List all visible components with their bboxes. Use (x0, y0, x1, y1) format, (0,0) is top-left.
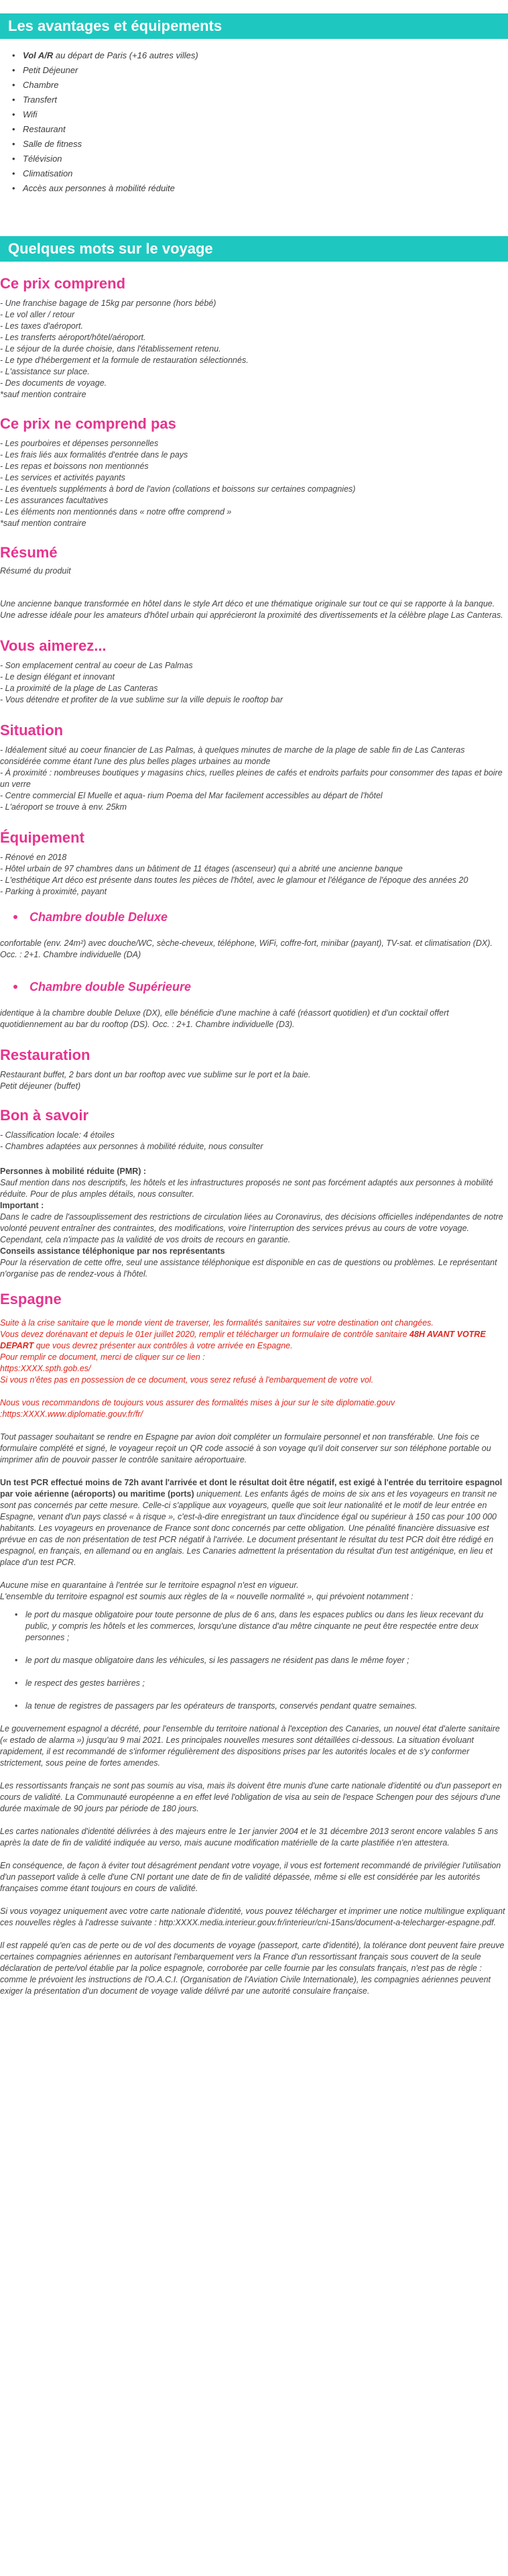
heading-location: Situation (0, 722, 64, 739)
room-deluxe-description: confortable (env. 24m²) avec douche/WC, sèche-cheveux, téléphone, WiFi, coffre-fort, minibar (payant), TV-sat. et climatisation (DX). Occ. : 2+1. Chambre individuelle (DA) (0, 938, 493, 959)
text-line: - Les assurances facultatives (0, 496, 109, 505)
heading-you-will-love: Vous aimerez... (0, 637, 107, 654)
spain-paragraph: Les ressortissants français ne sont pas soumis au visa, mais ils doivent être munis d'une carte nationale d'identité ou d'un passeport en cours de validité. La Communauté européenne a en effet levé l'obligation de visa au sein de l'espace Schengen pour des séjours d'une durée maximale de 90 jours par période de 180 jours. (0, 1781, 502, 1813)
text-line: - Les éléments non mentionnés dans « notre offre comprend » (0, 507, 232, 517)
text-line: - La proximité de la plage de Las Canteras (0, 684, 158, 693)
good-to-know-list (0, 1130, 508, 1152)
diplomatie-link[interactable]: Nous vous recommandons de toujours vous assurer des formalités mises à jour sur le site diplomatie.gouv :https:XXXX.www.diplomatie.gouv.fr/fr/ (0, 1398, 395, 1419)
normality-rules-list (0, 1609, 508, 1712)
room-superior-description: identique à la chambre double Deluxe (DX), elle bénéficie d'une machine à café (réassort quotidien) et d'un cocktail offert quotidiennement au bar du rooftop (DS). Occ. : 2+1. Chambre individuelle (D3). (0, 1008, 449, 1029)
text-line: - Classification locale: 4 étoiles (0, 1130, 115, 1140)
feature-item: • Accès aux personnes à mobilité réduite (12, 181, 508, 196)
restaurant-list (0, 1069, 508, 1092)
spain-paragraph: Le gouvernement espagnol a décrété, pour l'ensemble du territoire national à l'exception des Canaries, un nouvel état d'alerte sanitaire (« estado de alarma ») jusqu'au 9 mai 2021. Les principales nouvelles mesures sont détaillées ci-dessous. La situation évoluant rapidement, il est recommandé de s'informer régulièrement des dispositions prises par les autorités locales et de s'y conformer strictement, sous peine de fortes amendes. (0, 1724, 500, 1768)
text-line: - Les transferts aéroport/hôtel/aéroport. (0, 333, 146, 342)
price-includes-list (0, 298, 508, 400)
text-line: - Le séjour de la durée choisie, dans l'établissement retenu. (0, 344, 221, 354)
heading-summary: Résumé (0, 544, 58, 561)
text-line: Restaurant buffet, 2 bars dont un bar rooftop avec vue sublime sur le port et la baie. (0, 1070, 311, 1079)
text-line: - Son emplacement central au coeur de Las Palmas (0, 661, 193, 670)
feature-item: • Chambre (12, 78, 508, 93)
alert-text: Si vous n'êtes pas en possession de ce document, vous serez refusé à l'embarquement de votre vol. (0, 1375, 374, 1385)
spain-paragraph: Un test PCR effectué moins de 72h avant l'arrivée et dont le résultat doit être négatif, est exigé à l'entrée du territoire espagnol par voie aérienne (aéroports) ou maritime (ports) uniquement. Les enfants âgés de moins de six ans et les voyageurs en transit ne sont pas concernés par cette mesure. Celle-ci s'applique aux voyageurs, quelle que soit leur nationalité et le motif de leur entrée en Espagne, venant d'un pays classé « à risque », c'est-à-dire enregistrant un taux d'incidence égal ou supérieur à 150 cas pour 100 000 habitants. Les voyageurs en provenance de France sont donc concernés par cette obligation. Une pénalité financière dissuasive est prévue en cas de non présentation de test PCR négatif à l'arrivée. Le document présentant le résultat du test PCR doit être rédigé en espagnol, en français, en allemand ou en anglais. Les Canaries admettent la présentation du résultat d'un test antigénique, en lieu et place d'un test PCR. (0, 1478, 503, 1567)
room-superior-header (0, 975, 508, 998)
pmr-text: Sauf mention dans nos descriptifs, les hôtels et les infrastructures proposés ne sont pas forcément adaptés aux personnes à mobilité réduite. Pour de plus amples détails, nous consulter. (0, 1178, 493, 1199)
text-line: - Parking à proximité, payant (0, 887, 107, 896)
text-line: - À proximité : nombreuses boutiques y magasins chics, ruelles pleines de cafés et endroits parfaits pour consommer des tapas et boire un verre (0, 768, 503, 789)
text-line: - L'esthétique Art déco est présente dans toutes les pièces de l'hôtel, avec le glamour et l'élégance de l'époque des années 20 (0, 875, 468, 885)
alert-text: Pour remplir ce document, merci de cliquer sur ce lien : (0, 1352, 205, 1362)
text-line: Petit déjeuner (buffet) (0, 1081, 81, 1091)
feature-item: • Petit Déjeuner (12, 63, 508, 78)
price-excludes-list (0, 438, 508, 529)
equipment-list (0, 852, 508, 898)
features-list (0, 48, 508, 196)
form-link[interactable]: https:XXXX.spth.gob.es/ (0, 1364, 91, 1373)
text-line: - Idéalement situé au coeur financier de Las Palmas, à quelques minutes de marche de la plage de sable fin de Las Canteras considérée comme étant l'une des plus belles plages urbaines au monde (0, 745, 465, 766)
heading-restaurant: Restauration (0, 1046, 90, 1063)
list-item: • la tenue de registres de passagers par les opérateurs de transports, conservés pendant quatre semaines. (15, 1701, 508, 1712)
summary-label (0, 566, 508, 577)
text-line: - L'assistance sur place. (0, 367, 90, 376)
assistance-title: Conseils assistance téléphonique par nos représentants (0, 1246, 225, 1256)
section-banner-travel: Quelques mots sur le voyage (0, 236, 508, 262)
important-title: Important : (0, 1201, 44, 1210)
spain-paragraph: Il est rappelé qu'en cas de perte ou de vol des documents de voyage (passeport, carte d'identité), la tolérance dont peuvent faire preuve certaines compagnies aériennes en autorisant l'embarquement vers la France d'un ressortissant français sous couvert de la seule déclaration de perte/vol établie par la police espagnole, corroborée par celle fournie par les consulats français, n'est pas de règle : comme le prévoient les instructions de l'O.A.C.I. (Organisation de l'Aviation Civile Internationale), les compagnies aériennes peuvent exiger la présentation d'un document de voyage valide délivré par une autorité consulaire française. (0, 1941, 505, 1996)
text-line: - Rénové en 2018 (0, 853, 67, 862)
assistance-text: Pour la réservation de cette offre, seul une assistance téléphonique est disponible en cas de questions ou problèmes. Le représentant n'organise pas de rendez-vous à l'hôtel. (0, 1258, 497, 1279)
text-line: - Le type d'hébergement et la formule de restauration sélectionnés. (0, 356, 249, 365)
text-line: - Hôtel urbain de 97 chambres dans un bâtiment de 11 étages (ascenseur) qui a abrité une ancienne banque (0, 864, 403, 873)
section-banner-advantages: Les avantages et équipements (0, 13, 508, 39)
bullet-icon (13, 915, 17, 919)
spain-paragraph: Si vous voyagez uniquement avec votre carte nationale d'identité, vous pouvez télécharger et imprimer une notice multilingue expliquant ces nouvelles règles à l'adresse suivante : http:XXXX.media.interieur.gouv.fr/interieur/cni-15ans/document-a-telecharger-espagne.pdf. (0, 1907, 505, 1927)
text-line: *sauf mention contraire (0, 519, 86, 528)
spain-paragraph: L'ensemble du territoire espagnol est soumis aux règles de la « nouvelle normalité », qui prévoient notamment : (0, 1592, 414, 1601)
room-deluxe-header (0, 906, 508, 928)
feature-item: • Wifi (12, 107, 508, 122)
text-line: - Une franchise bagage de 15kg par personne (hors bébé) (0, 299, 216, 308)
feature-item: • Télévision (12, 152, 508, 166)
text-line: - Le design élégant et innovant (0, 672, 115, 682)
text-line: - Les frais liés aux formalités d'entrée dans le pays (0, 450, 188, 460)
text-line: - Les services et activités payants (0, 473, 125, 482)
feature-item: • Climatisation (12, 166, 508, 181)
text-line: - Les taxes d'aéroport. (0, 321, 83, 331)
text-line: - Centre commercial El Muelle et aqua- rium Poema del Mar facilement accessibles au départ de l'hôtel (0, 791, 383, 800)
summary-paragraph: Une ancienne banque transformée en hôtel dans le style Art déco et une thématique originale sur tout ce qui se rapporte à la banque. Une adresse idéale pour les amateurs d'hôtel urbain qui apprécieront la proximité des divertissements et la célèbre plage Las Canteras. (0, 599, 503, 620)
spain-paragraph: En conséquence, de façon à éviter tout désagrément pendant votre voyage, il vous est fortement recommandé de privilégier l'utilisation d'un passeport valide à celle d'une CNI portant une date de fin de validité dépassée, même si elle est considérée par les autorités françaises comme étant toujours en cours de validité. (0, 1861, 501, 1893)
important-text: Dans le cadre de l'assouplissement des restrictions de circulation liées au Coronavirus, des décisions officielles indépendantes de notre volonté peuvent entraîner des contraintes, des modifications, voire l'interruption des services prévus au cours de votre voyage. (0, 1212, 503, 1233)
heading-price-includes: Ce prix comprend (0, 275, 126, 292)
text-line: - Les pourboires et dépenses personnelles (0, 439, 159, 448)
text-line: - Les éventuels suppléments à bord de l'avion (collations et boissons sur certaines compagnies) (0, 484, 356, 494)
spain-paragraph: Tout passager souhaitant se rendre en Espagne par avion doit compléter un formulaire personnel et non transférable. Une fois ce formulaire complété et signé, le voyageur reçoit un QR code associé à son voyage qu'il doit conserver sur son téléphone portable ou imprimer afin de pouvoir passer le contrôle sanitaire aéroportuaire. (0, 1432, 491, 1464)
alert-text: Vous devez dorénavant et depuis le 01er juillet 2020, remplir et télécharger un formulaire de contrôle sanitaire 48H AVANT VOTRE DEPART que vous devrez présenter aux contrôles à votre arrivée en Espagne. (0, 1330, 486, 1350)
spain-paragraph: Les cartes nationales d'identité délivrées à des majeurs entre le 1er janvier 2004 et le 31 décembre 2013 seront encore valables 5 ans après la date de fin de validité indiquée au verso, mais aucune modification matérielle de la carte plastifiée n'en attestera. (0, 1827, 499, 1847)
location-list (0, 745, 508, 813)
text-line: *sauf mention contraire (0, 390, 86, 399)
bullet-icon (13, 985, 17, 989)
pmr-title: Personnes à mobilité réduite (PMR) : (0, 1167, 147, 1176)
spain-paragraph: Aucune mise en quarantaine à l'entrée sur le territoire espagnol n'est en vigueur. (0, 1580, 299, 1590)
list-item: • le port du masque obligatoire pour toute personne de plus de 6 ans, dans les espaces publics ou dans les lieux recevant du public, y compris les hôtels et les commerces, lorsqu'une distance d'au mêtre cinquante ne peut être respectée entre deux personnes ; (15, 1609, 508, 1644)
text-line: Résumé du produit (0, 566, 71, 576)
list-item: • le port du masque obligatoire dans les véhicules, si les passagers ne résident pas dans le même foyer ; (15, 1655, 508, 1666)
feature-item: • Salle de fitness (12, 137, 508, 152)
text-line: - L'aéroport se trouve à env. 25km (0, 802, 127, 812)
room-superior-title: Chambre double Supérieure (29, 979, 192, 994)
text-line: - Des documents de voyage. (0, 378, 107, 388)
feature-item: • Transfert (12, 93, 508, 107)
heading-good-to-know: Bon à savoir (0, 1107, 89, 1124)
text-line: - Les repas et boissons non mentionnés (0, 462, 149, 471)
heading-spain: Espagne (0, 1291, 62, 1307)
text-line: - Chambres adaptées aux personnes à mobilité réduite, nous consulter (0, 1142, 263, 1151)
text-line: - Le vol aller / retour (0, 310, 75, 319)
feature-item: • Vol A/R au départ de Paris (+16 autres villes) (12, 48, 508, 63)
alert-text: Suite à la crise sanitaire que le monde vient de traverser, les formalités sanitaires sur votre destination ont changées. (0, 1318, 434, 1328)
text-line: - Vous détendre et profiter de la vue sublime sur la ville depuis le rooftop bar (0, 695, 283, 704)
you-will-love-list (0, 660, 508, 706)
feature-item: • Restaurant (12, 122, 508, 137)
room-deluxe-title: Chambre double Deluxe (29, 910, 168, 924)
heading-price-excludes: Ce prix ne comprend pas (0, 415, 176, 432)
important-text-2: Cependant, cela n'impacte pas la validité de vos droits de recours en garantie. (0, 1235, 291, 1244)
list-item: • le respect des gestes barrières ; (15, 1678, 508, 1689)
heading-equipment: Équipement (0, 829, 84, 846)
